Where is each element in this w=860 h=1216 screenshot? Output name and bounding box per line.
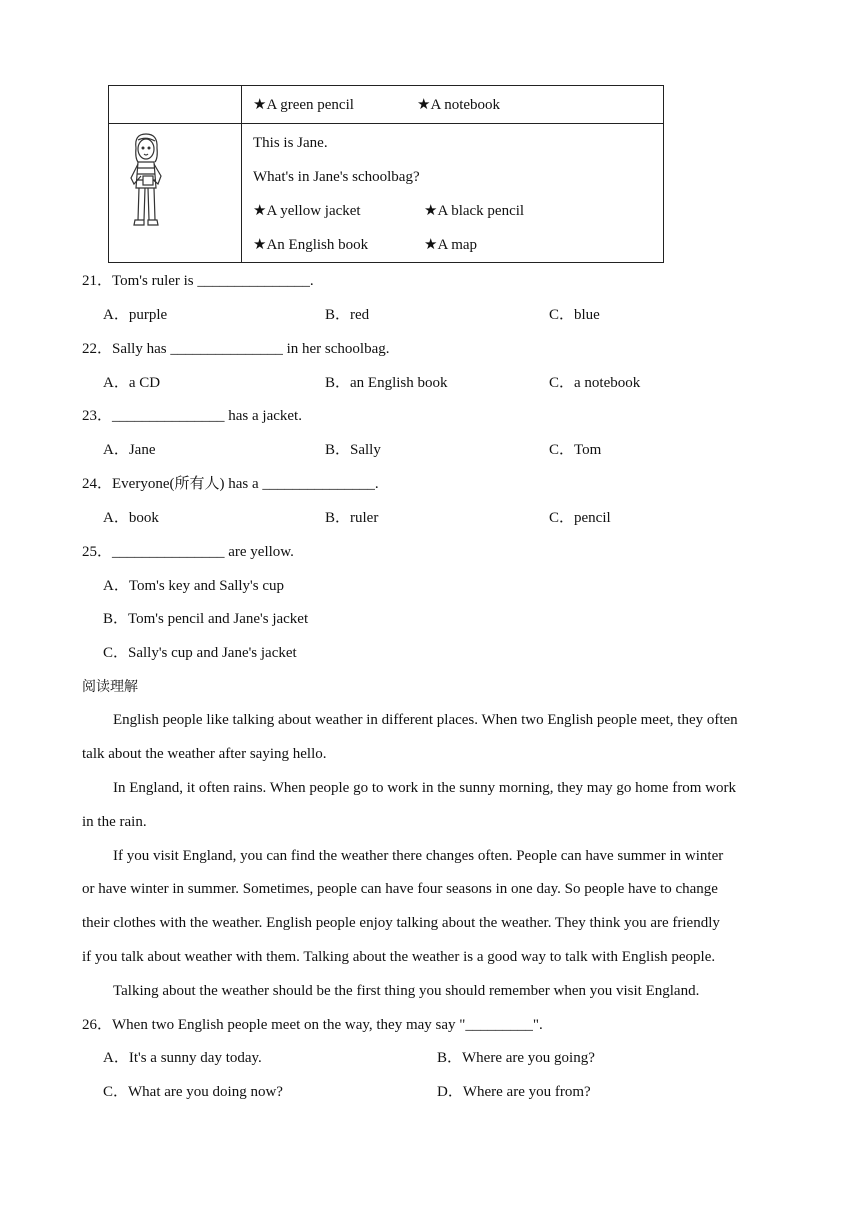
table-column-divider <box>241 86 242 262</box>
row2-item4: ★A map <box>424 237 478 253</box>
question-26-option-b[interactable]: B．Where are you going? <box>437 1050 595 1066</box>
question-22-option-c[interactable]: C．a notebook <box>549 375 641 391</box>
row1-item1: ★A green pencil <box>253 97 354 113</box>
question-22-option-a[interactable]: A．a CD <box>103 375 161 391</box>
question-21-option-b[interactable]: B．red <box>325 307 370 323</box>
question-23-option-b[interactable]: B．Sally <box>325 442 381 458</box>
question-22-stem: 22．Sally has _______________ in her schoolbag. <box>82 341 390 357</box>
question-25-option-b[interactable]: B．Tom's pencil and Jane's jacket <box>103 611 309 627</box>
question-26-option-c[interactable]: C．What are you doing now? <box>103 1084 283 1100</box>
passage-p3-line2: or have winter in summer. Sometimes, people can have four seasons in one day. So people have to change <box>82 881 718 897</box>
row1-item2: ★A notebook <box>417 97 501 113</box>
passage-p2-line2: in the rain. <box>82 814 147 830</box>
row2-item3: ★An English book <box>253 237 369 253</box>
passage-p3-line4: if you talk about weather with them. Talking about the weather is a good way to talk with English people. <box>82 949 716 965</box>
question-26-option-a[interactable]: A．It's a sunny day today. <box>103 1050 262 1066</box>
passage-p2-line1: In England, it often rains. When people go to work in the sunny morning, they may go home from work <box>113 780 736 796</box>
question-22-option-b[interactable]: B．an English book <box>325 375 448 391</box>
row2-line1: This is Jane. <box>253 135 328 151</box>
question-24-option-c[interactable]: C．pencil <box>549 510 611 526</box>
question-21-option-c[interactable]: C．blue <box>549 307 600 323</box>
jane-illustration-icon <box>125 132 167 232</box>
question-23-stem: 23．_______________ has a jacket. <box>82 408 302 424</box>
question-23-option-a[interactable]: A．Jane <box>103 442 156 458</box>
question-24-option-b[interactable]: B．ruler <box>325 510 379 526</box>
passage-p3-line3: their clothes with the weather. English people enjoy talking about the weather. They think you are friendly <box>82 915 720 931</box>
question-24-option-a[interactable]: A．book <box>103 510 159 526</box>
row2-item2: ★A black pencil <box>424 203 525 219</box>
question-25-option-a[interactable]: A．Tom's key and Sally's cup <box>103 578 285 594</box>
question-24-stem: 24．Everyone(所有人) has a _______________. <box>82 476 379 492</box>
info-table <box>108 85 664 263</box>
question-21-stem: 21．Tom's ruler is _______________. <box>82 273 314 289</box>
question-26-option-d[interactable]: D．Where are you from? <box>437 1084 591 1100</box>
passage-p1-line1: English people like talking about weather in different places. When two English people meet, they often <box>113 712 738 728</box>
table-row-divider <box>109 123 663 124</box>
question-26-stem: 26．When two English people meet on the way, they may say "_________". <box>82 1017 543 1033</box>
question-25-stem: 25．_______________ are yellow. <box>82 544 294 560</box>
row2-item1: ★A yellow jacket <box>253 203 361 219</box>
passage-p1-line2: talk about the weather after saying hello. <box>82 746 327 762</box>
question-25-option-c[interactable]: C．Sally's cup and Jane's jacket <box>103 645 297 661</box>
section-title: 阅读理解 <box>82 679 138 695</box>
question-21-option-a[interactable]: A．purple <box>103 307 168 323</box>
question-23-option-c[interactable]: C．Tom <box>549 442 602 458</box>
passage-p4-line1: Talking about the weather should be the first thing you should remember when you visit England. <box>113 983 700 999</box>
passage-p3-line1: If you visit England, you can find the weather there changes often. People can have summer in winter <box>113 848 724 864</box>
row2-line2: What's in Jane's schoolbag? <box>253 169 420 185</box>
